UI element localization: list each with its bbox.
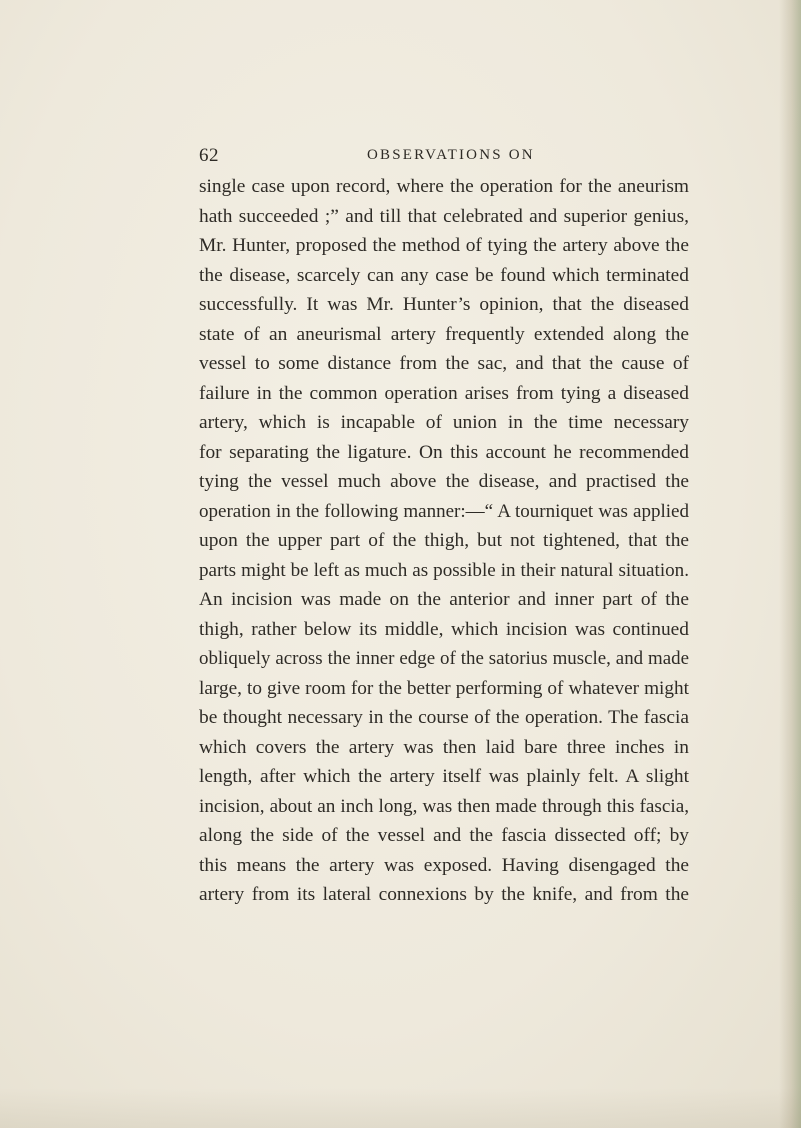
running-head [199, 145, 679, 169]
text-line: length, after which the artery itself was plainly felt. A slight [199, 766, 689, 787]
text-line: obliquely across the inner edge of the satorius muscle, and made [199, 648, 689, 669]
text-line: thigh, rather below its middle, which incision was continued [199, 618, 689, 640]
text-line: parts might be left as much as possible in their natural situation. [199, 559, 689, 581]
text-line: vessel to some distance from the sac, and that the cause of [199, 353, 689, 374]
text-line: the disease, scarcely can any case be found which terminated [199, 264, 689, 286]
text-line: An incision was made on the anterior and inner part of the [199, 589, 689, 610]
text-line: for separating the ligature. On this account he recommended [199, 441, 689, 463]
running-title: OBSERVATIONS ON [367, 147, 535, 163]
text-line: successfully. It was Mr. Hunter’s opinion, that the diseased [199, 294, 689, 315]
text-line: state of an aneurismal artery frequently extended along the [199, 323, 689, 345]
text-line: Mr. Hunter, proposed the method of tying the artery above the [199, 235, 689, 256]
page-number: 62 [199, 145, 219, 166]
text-line: upon the upper part of the thigh, but not tightened, that the [199, 530, 689, 551]
text-line: which covers the artery was then laid bare three inches in [199, 736, 689, 758]
text-line: single case upon record, where the operation for the aneurism [199, 176, 689, 197]
text-line: operation in the following manner:—“ A tourniquet was applied [199, 500, 689, 522]
text-line: artery from its lateral connexions by the knife, and from the [199, 884, 689, 905]
text-line: be thought necessary in the course of the operation. The fascia [199, 707, 689, 728]
text-line: failure in the common operation arises from tying a diseased [199, 382, 689, 404]
text-line: hath succeeded ;” and till that celebrated and superior genius, [199, 205, 689, 227]
text-line: this means the artery was exposed. Having disengaged the [199, 854, 689, 876]
text-line: incision, about an inch long, was then made through this fascia, [199, 795, 689, 817]
text-line: along the side of the vessel and the fascia dissected off; by [199, 825, 689, 846]
body-text [199, 172, 689, 910]
text-line: large, to give room for the better performing of whatever might [199, 677, 689, 699]
text-line: tying the vessel much above the disease, and practised the [199, 471, 689, 492]
page-edge-shadow [779, 0, 801, 1128]
page-bottom-shadow [0, 1088, 801, 1128]
text-line: artery, which is incapable of union in the time necessary [199, 412, 689, 433]
